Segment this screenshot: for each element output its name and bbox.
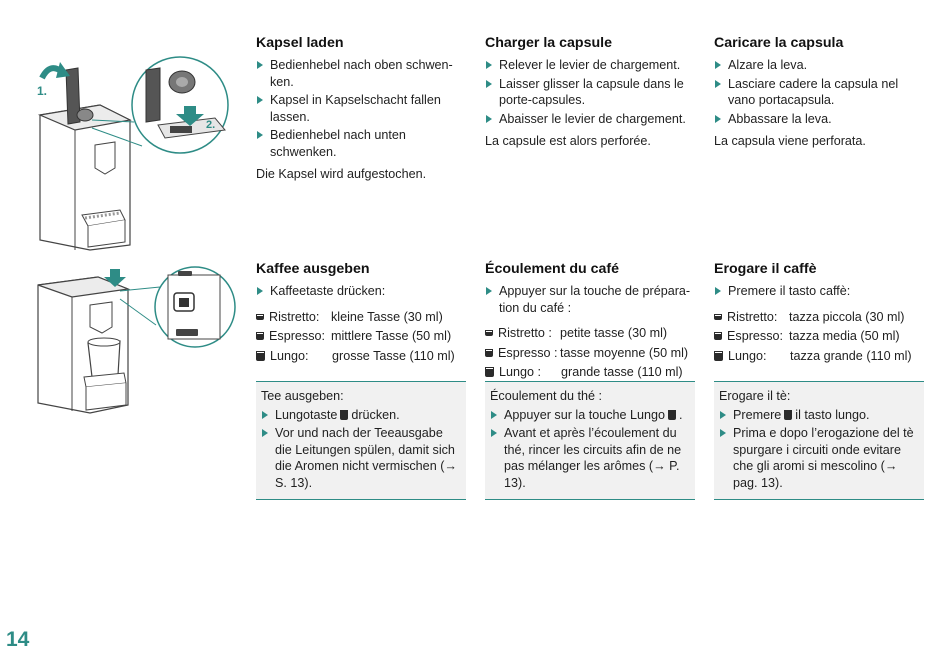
small-cup-icon — [256, 314, 264, 320]
cup-name: Lungo: — [270, 348, 309, 363]
cup-name: Ristretto : — [498, 326, 552, 340]
cup-row-ristretto — [256, 309, 468, 326]
load-title-it: Caricare la capsula — [714, 35, 844, 51]
cup-row-lungo — [256, 348, 468, 365]
tea-step-text: il tasto lungo. — [795, 407, 870, 422]
load-section-it — [714, 34, 926, 150]
dispense-steps-fr — [485, 283, 697, 316]
cup-name: Lungo: — [728, 348, 767, 363]
cup-size: tazza media (50 ml) — [789, 329, 900, 343]
page-number: 14 — [6, 628, 30, 651]
lungo-cup-icon — [668, 410, 676, 420]
load-title-de: Kapsel laden — [256, 35, 344, 51]
dispense-section-fr — [485, 260, 697, 384]
lungo-cup-icon — [340, 410, 348, 420]
cup-name: Espresso: — [269, 329, 325, 343]
cup-name: Espresso : — [498, 345, 558, 360]
tea-heading-it: Erogare il tè: — [719, 389, 791, 403]
tea-steps-it — [719, 407, 919, 492]
large-cup-icon — [256, 351, 265, 361]
tea-step-text: drücken. — [351, 407, 400, 422]
cup-row-espresso — [256, 328, 468, 345]
list-item: Laisser glisser la capsule dans le porte-capsules. — [485, 76, 697, 109]
cup-size: mittlere Tasse (50 ml) — [331, 329, 452, 343]
tea-step-text: . — [679, 407, 683, 422]
cup-size: tazza grande (110 ml) — [790, 348, 912, 363]
dispense-title-de: Kaffee ausgeben — [256, 261, 370, 277]
list-item: Prima e dopo l’erogazione del tè spurgare i circuiti onde evitare che gli aromi si mescolino (→ pag. 13). — [719, 425, 919, 491]
tea-step-text: Appuyer sur la touche Lungo — [504, 407, 666, 422]
list-item: Kaffeetaste drücken: — [256, 283, 468, 300]
cup-name: Ristretto: — [727, 309, 778, 324]
load-steps-fr — [485, 57, 697, 127]
medium-cup-icon — [256, 332, 264, 340]
list-item — [719, 407, 919, 424]
lungo-cup-icon — [784, 410, 792, 420]
list-item: Relever le levier de chargement. — [485, 57, 697, 74]
load-note-de: Die Kapsel wird aufgestochen. — [256, 167, 427, 181]
capsule-loading-illustration — [20, 50, 235, 250]
cup-row-ristretto — [714, 309, 926, 326]
small-cup-icon — [714, 314, 722, 320]
cup-row-espresso — [485, 345, 697, 362]
load-steps-it — [714, 57, 926, 127]
medium-cup-icon — [714, 332, 722, 340]
list-item: Lasciare cadere la capsula nel vano portacapsula. — [714, 76, 926, 109]
cup-size: petite tasse (30 ml) — [560, 326, 668, 340]
dispense-section-de — [256, 260, 468, 367]
list-item: Kapsel in Kapselschacht fallen lassen. — [256, 92, 468, 125]
load-note-fr: La capsule est alors perforée. — [485, 134, 651, 148]
cup-name: Espresso: — [727, 329, 783, 343]
medium-cup-icon — [485, 349, 493, 357]
cup-size: tazza piccola (30 ml) — [789, 309, 905, 324]
list-item: Abaisser le levier de chargement. — [485, 111, 697, 128]
list-item: Alzare la leva. — [714, 57, 926, 74]
tea-heading-fr: Écoulement du thé : — [490, 389, 603, 403]
list-item — [490, 407, 690, 424]
list-item: Vor und nach der Teeausgabe die Leitungen spülen, damit sich die Aromen nicht vermischen (→ S. 13). — [261, 425, 461, 491]
cup-sizes-it — [714, 309, 926, 365]
cup-size: grosse Tasse (110 ml) — [332, 348, 455, 363]
cup-name: Lungo : — [499, 365, 542, 379]
list-item: Bedienhebel nach unten schwenken. — [256, 127, 468, 160]
dispense-steps-de — [256, 283, 468, 300]
list-item: Abbassare la leva. — [714, 111, 926, 128]
list-item: Premere il tasto caffè: — [714, 283, 926, 300]
tea-box-fr — [485, 381, 695, 500]
large-cup-icon — [485, 367, 494, 377]
step-2-label: 2. — [206, 119, 216, 131]
dispense-title-fr: Écoulement du café — [485, 261, 620, 277]
tea-step-text: Lungotaste — [275, 407, 338, 422]
list-item — [261, 407, 461, 424]
tea-box-de — [256, 381, 466, 500]
tea-step-text: Premere — [733, 407, 782, 422]
load-steps-de — [256, 57, 468, 160]
cup-row-lungo — [485, 364, 697, 381]
load-section-de — [256, 34, 468, 183]
dispense-section-it — [714, 260, 926, 367]
step-1-label: 1. — [37, 84, 48, 98]
large-cup-icon — [714, 351, 723, 361]
load-title-fr: Charger la capsule — [485, 35, 612, 51]
list-item: Bedienhebel nach oben schwen-ken. — [256, 57, 468, 90]
tea-steps-fr — [490, 407, 690, 492]
cup-name: Ristretto: — [269, 309, 320, 324]
cup-size: kleine Tasse (30 ml) — [331, 309, 443, 324]
tea-steps-de — [261, 407, 461, 492]
dispense-steps-it — [714, 283, 926, 300]
list-item: Avant et après l’écoulement du thé, rincer les circuits afin de ne pas mélanger les arômes (→ P. 13). — [490, 425, 690, 491]
cup-row-lungo — [714, 348, 926, 365]
load-section-fr — [485, 34, 697, 150]
list-item: Appuyer sur la touche de prépara-tion du café : — [485, 283, 697, 316]
cup-sizes-fr — [485, 325, 697, 381]
cup-size: tasse moyenne (50 ml) — [560, 345, 689, 360]
small-cup-icon — [485, 330, 493, 336]
tea-box-it — [714, 381, 924, 500]
cup-sizes-de — [256, 309, 468, 365]
tea-heading-de: Tee ausgeben: — [261, 389, 344, 403]
coffee-dispensing-illustration — [20, 265, 225, 420]
dispense-title-it: Erogare il caffè — [714, 261, 817, 277]
cup-size: grande tasse (110 ml) — [561, 365, 683, 379]
cup-row-ristretto — [485, 325, 697, 342]
cup-row-espresso — [714, 328, 926, 345]
load-note-it: La capsula viene perforata. — [714, 134, 866, 148]
